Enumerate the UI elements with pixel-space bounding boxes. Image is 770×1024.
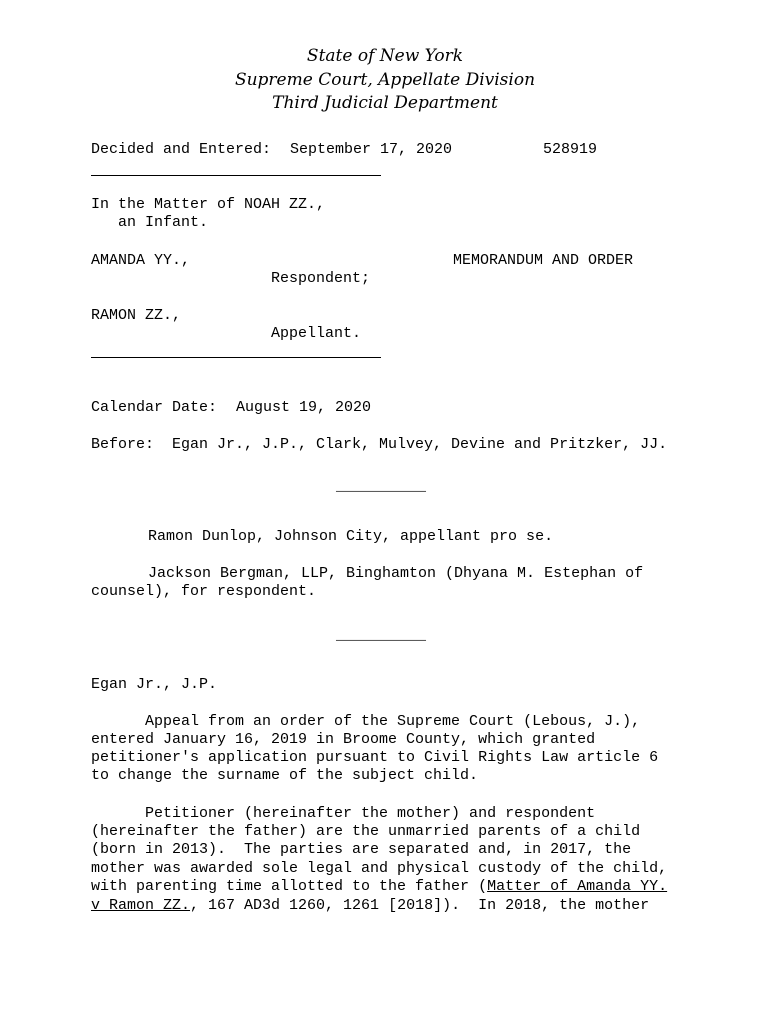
paragraph-line: to change the surname of the subject child.: [91, 767, 479, 784]
paragraph-line: [91, 878, 667, 896]
petitioner-role: Respondent;: [271, 270, 371, 287]
document-type: MEMORANDUM AND ORDER: [453, 252, 634, 269]
matter-title: In the Matter of NOAH ZZ.,: [91, 196, 326, 213]
paragraph-line: entered January 16, 2019 in Broome County, which granted: [91, 731, 596, 748]
panel-justices: Egan Jr., J.P., Clark, Mulvey, Devine and Pritzker, JJ.: [172, 436, 668, 453]
caption-bottom-rule: [91, 357, 381, 358]
separator-1: __________: [336, 478, 427, 495]
separator-2: __________: [336, 627, 427, 644]
case-citation-part2: v Ramon ZZ.: [91, 897, 191, 914]
petitioner-name: AMANDA YY.,: [91, 252, 191, 269]
decided-date: September 17, 2020: [290, 141, 453, 158]
respondent-counsel-line2: counsel), for respondent.: [91, 583, 317, 600]
caption-top-rule: [91, 175, 381, 176]
paragraph-text: with parenting time allotted to the father (: [91, 878, 488, 895]
paragraph-line: Appeal from an order of the Supreme Court (Lebous, J.),: [91, 713, 641, 730]
paragraph-line: mother was awarded sole legal and physical custody of the child,: [91, 860, 668, 877]
respondent-role: Appellant.: [271, 325, 362, 342]
case-citation-part1: Matter of Amanda YY.: [487, 878, 668, 895]
paragraph-line: (born in 2013). The parties are separated and, in 2017, the: [91, 841, 632, 858]
calendar-date: August 19, 2020: [236, 399, 372, 416]
paragraph-line: petitioner's application pursuant to Civil Rights Law article 6: [91, 749, 659, 766]
matter-subtitle: an Infant.: [118, 214, 209, 231]
decided-label: Decided and Entered:: [91, 141, 272, 158]
calendar-label: Calendar Date:: [91, 399, 218, 416]
respondent-counsel-line1: Jackson Bergman, LLP, Binghamton (Dhyana M. Estephan of: [148, 565, 644, 582]
court-state: State of New York: [306, 46, 464, 66]
court-name: Supreme Court, Appellate Division: [234, 70, 536, 90]
paragraph-line: (hereinafter the father) are the unmarried parents of a child: [91, 823, 641, 840]
paragraph-line: [91, 897, 649, 915]
court-department: Third Judicial Department: [272, 93, 498, 113]
appellant-counsel: Ramon Dunlop, Johnson City, appellant pro se.: [148, 528, 554, 545]
paragraph-text: , 167 AD3d 1260, 1261 [2018]). In 2018, the mother: [190, 897, 650, 914]
panel-label: Before:: [91, 436, 155, 453]
respondent-name: RAMON ZZ.,: [91, 307, 182, 324]
docket-number: 528919: [543, 141, 598, 158]
opinion-author: Egan Jr., J.P.: [91, 676, 218, 693]
paragraph-line: Petitioner (hereinafter the mother) and respondent: [91, 805, 596, 822]
